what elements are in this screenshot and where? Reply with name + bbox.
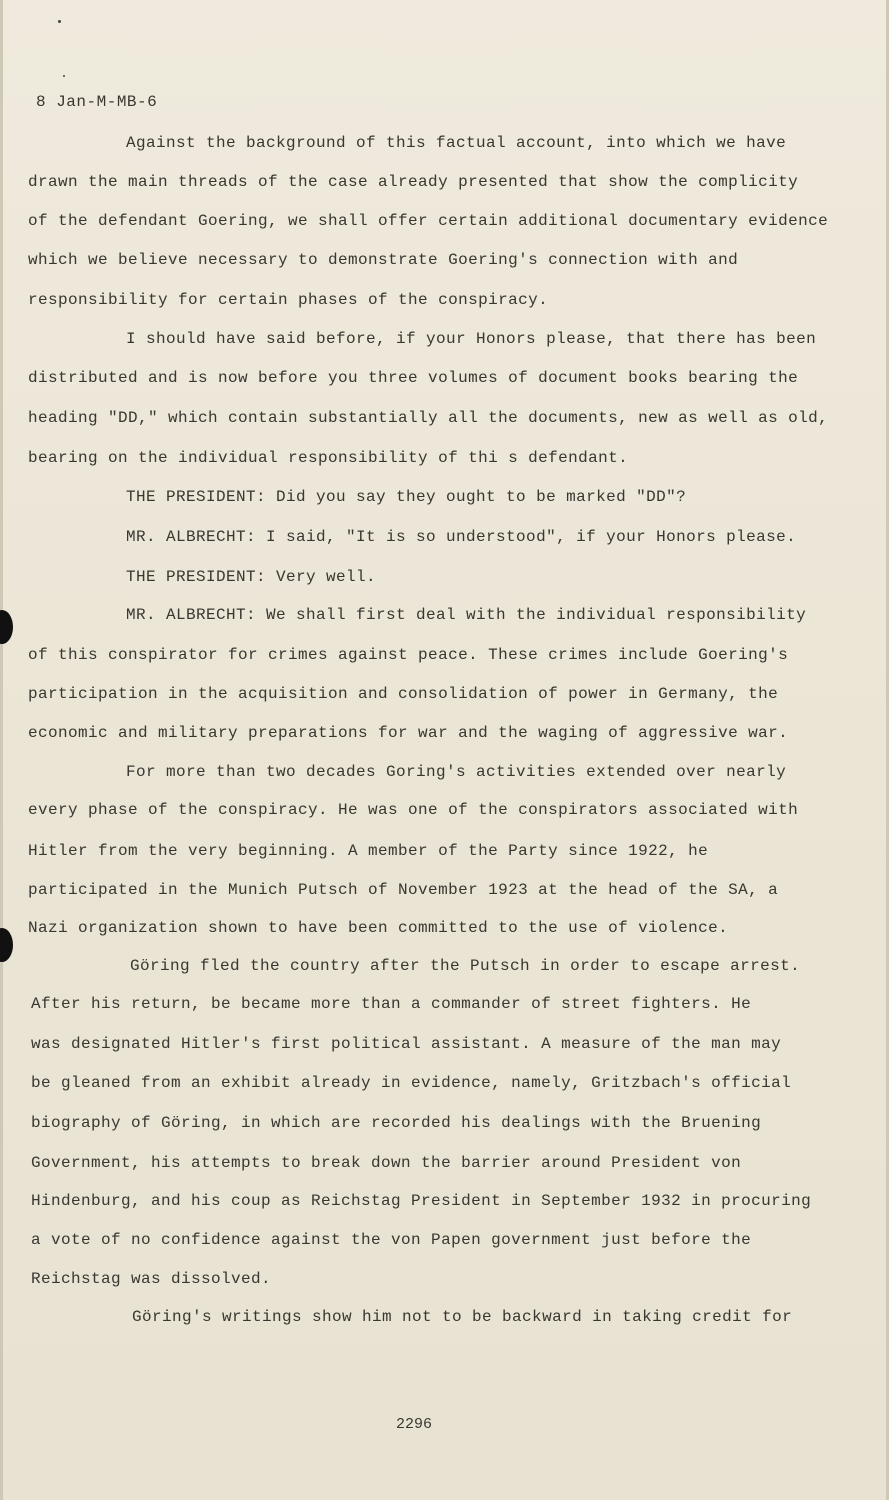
page-number: 2296 [396, 1416, 433, 1433]
text-line: participation in the acquisition and consolidation of power in Germany, the [28, 685, 779, 703]
speaker-line: THE PRESIDENT: Did you say they ought to be marked "DD"? [126, 488, 687, 506]
text-line: After his return, be became more than a commander of street fighters. He [31, 995, 752, 1013]
text-line: responsibility for certain phases of the conspiracy. [28, 291, 549, 309]
punch-hole-bottom [0, 928, 13, 962]
text-line: For more than two decades Goring's activities extended over nearly [126, 763, 787, 781]
text-line: Hindenburg, and his coup as Reichstag President in September 1932 in procuring [31, 1192, 812, 1210]
text-line: Government, his attempts to break down the barrier around President von [31, 1154, 742, 1172]
speaker-line: THE PRESIDENT: Very well. [126, 568, 377, 586]
text-line: which we believe necessary to demonstrate Goering's connection with and [28, 251, 739, 269]
text-line: participated in the Munich Putsch of November 1923 at the head of the SA, a [28, 881, 779, 899]
page-left-edge [0, 0, 3, 1500]
text-line: Nazi organization shown to have been committed to the use of violence. [28, 919, 729, 937]
speaker-line: MR. ALBRECHT: I said, "It is so understood", if your Honors please. [126, 528, 797, 546]
text-line: drawn the main threads of the case already presented that show the complicity [28, 173, 799, 191]
page-header-code: 8 Jan-M-MB-6 [36, 93, 158, 111]
text-line: heading "DD," which contain substantially all the documents, new as well as old, [28, 409, 829, 427]
text-line: every phase of the conspiracy. He was one of the conspirators associated with [28, 801, 799, 819]
text-line: Göring's writings show him not to be backward in taking credit for [132, 1308, 793, 1326]
paper-speck [63, 75, 65, 77]
speaker-line: MR. ALBRECHT: We shall first deal with the individual responsibility [126, 606, 807, 624]
text-line: a vote of no confidence against the von Papen government just before the [31, 1231, 752, 1249]
punch-hole-top [0, 610, 13, 644]
text-line: of the defendant Goering, we shall offer certain additional documentary evidence [28, 212, 829, 230]
text-line: Reichstag was dissolved. [31, 1270, 272, 1288]
text-line: Göring fled the country after the Putsch in order to escape arrest. [130, 957, 801, 975]
text-line: bearing on the individual responsibility of thi s defendant. [28, 449, 629, 467]
text-line: be gleaned from an exhibit already in evidence, namely, Gritzbach's official [31, 1074, 792, 1092]
text-line: was designated Hitler's first political assistant. A measure of the man may [31, 1035, 782, 1053]
text-line: economic and military preparations for war and the waging of aggressive war. [28, 724, 789, 742]
text-line: of this conspirator for crimes against peace. These crimes include Goering's [28, 646, 789, 664]
text-line: biography of Göring, in which are recorded his dealings with the Bruening [31, 1114, 762, 1132]
text-line: Against the background of this factual account, into which we have [126, 134, 787, 152]
text-line: distributed and is now before you three volumes of document books bearing the [28, 369, 799, 387]
text-line: Hitler from the very beginning. A member of the Party since 1922, he [28, 842, 709, 860]
paper-speck [58, 20, 61, 23]
text-line: I should have said before, if your Honors please, that there has been [126, 330, 817, 348]
